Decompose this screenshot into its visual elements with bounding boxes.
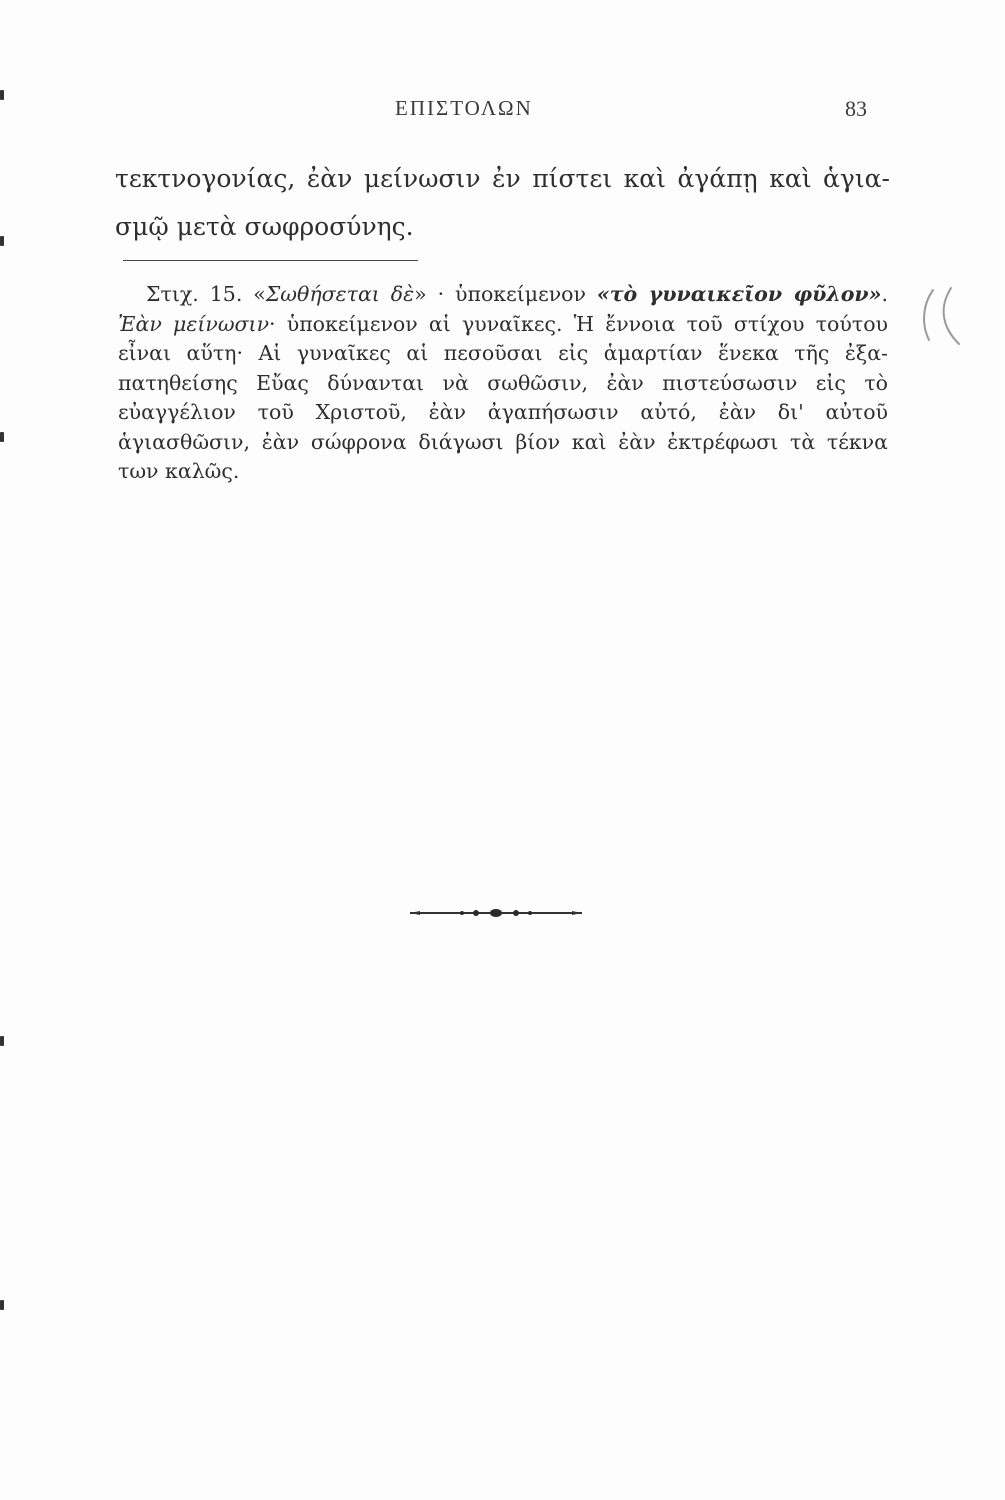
main-text-line: τεκτνογονίας, ἐὰν μείνωσιν ἐν πίστει καὶ ἀγάπῃ καὶ ἁγια- [115,164,890,193]
footnote-line: εὐαγγέλιον τοῦ Χριστοῦ, ἐὰν ἀγαπήσωσιν αὐτό, ἐὰν δι' αὐτοῦ [118,400,888,424]
page-number: 83 [845,96,867,121]
scan-edge-mark [0,432,4,442]
running-head: ΕΠΙΣΤΟΛΩΝ [395,96,533,120]
footnote-quote: Ἐὰν μείνωσιν [118,311,270,336]
footnote-bold-quote: «τὸ γυναικεῖον φῦλον» [596,282,882,306]
pencil-annotation-icon [915,282,975,352]
footnote [118,280,888,487]
footnote-separator [123,260,418,261]
footnote-line [118,310,888,340]
footnote-line: ἁγιασθῶσιν, ἐὰν σώφρονα διάγωσι βίον καὶ ἐὰν ἐκτρέφωσι τὰ τέκνα [118,429,888,454]
tailpiece-ornament-icon [410,905,582,921]
footnote-line: των καλῶς. [118,459,240,483]
footnote-line [118,280,888,310]
footnote-text: » · ὑποκείμενον [414,282,597,306]
footnote-verse-ref: Στιχ. 15. « [146,282,266,306]
scan-edge-mark [0,236,4,246]
main-text [115,155,890,251]
scan-edge-mark [0,1300,4,1310]
main-text-line: σμῷ μετὰ σωφροσύνης. [115,212,414,241]
footnote-line: εἶναι αὕτη· Αἱ γυναῖκες αἱ πεσοῦσαι εἰς ἁμαρτίαν ἕνεκα τῆς ἐξα- [118,341,888,365]
footnote-quote: Σωθήσεται δὲ [265,282,415,306]
footnote-text: . [881,282,888,306]
scan-edge-mark [0,1036,4,1046]
scan-edge-mark [0,90,4,100]
footnote-line: πατηθείσης Εὔας δύνανται νὰ σωθῶσιν, ἐὰν πιστεύσωσιν εἰς τὸ [118,370,888,395]
footnote-text: · ὑποκείμενον αἱ γυναῖκες. Ἡ ἔννοια τοῦ στίχου τούτου [269,311,889,336]
